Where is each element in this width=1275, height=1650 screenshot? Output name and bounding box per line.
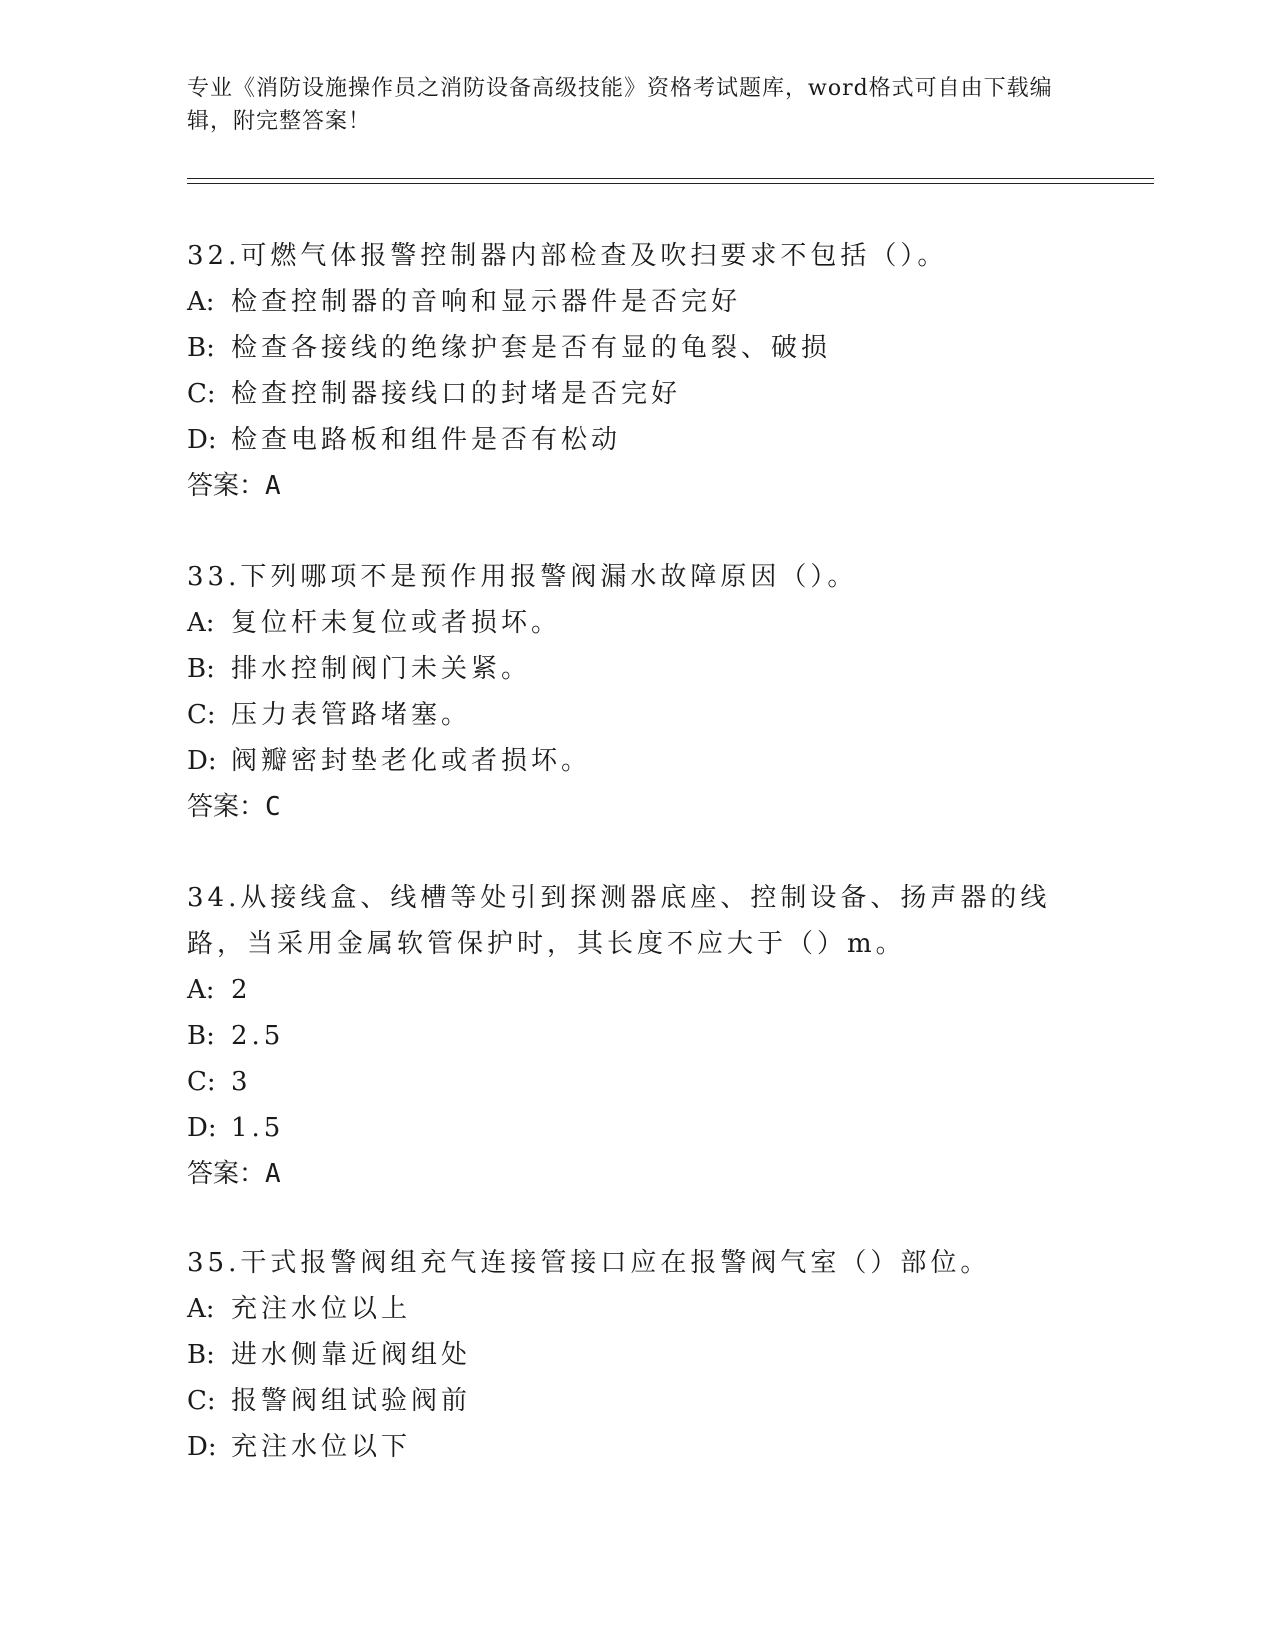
option-key: C:	[187, 1067, 216, 1097]
option-b	[187, 1332, 1087, 1378]
option-d	[187, 1105, 1087, 1151]
option-a	[187, 600, 1087, 646]
answer-label: 答案：	[187, 1159, 266, 1189]
option-a	[187, 279, 1087, 325]
answer-value: A	[265, 1159, 281, 1189]
question-35	[187, 1240, 1087, 1470]
option-key: A:	[187, 287, 215, 317]
question-32	[187, 233, 1087, 509]
answer-label: 答案：	[187, 471, 266, 501]
option-text: 2	[231, 975, 252, 1005]
option-key: C:	[187, 1386, 216, 1416]
option-key: D:	[187, 1432, 217, 1462]
option-d	[187, 417, 1087, 463]
option-text: 2.5	[231, 1021, 285, 1051]
option-key: C:	[187, 379, 216, 409]
answer-value: A	[265, 471, 281, 501]
question-stem: 32.可燃气体报警控制器内部检查及吹扫要求不包括（）。	[187, 241, 948, 271]
option-c	[187, 371, 1087, 417]
option-text: 充注水位以上	[231, 1294, 412, 1324]
option-text: 检查各接线的绝缘护套是否有显的龟裂、破损	[231, 333, 832, 363]
answer-value: C	[265, 792, 281, 822]
header-divider-bottom	[187, 183, 1154, 184]
option-key: B:	[187, 654, 215, 684]
option-key: D:	[187, 425, 217, 455]
option-key: C:	[187, 700, 216, 730]
option-a	[187, 1286, 1087, 1332]
option-c	[187, 1378, 1087, 1424]
option-text: 排水控制阀门未关紧。	[231, 654, 532, 684]
answer-line	[187, 1151, 1087, 1197]
question-stem: 34.从接线盒、线槽等处引到探测器底座、控制设备、扬声器的线路，当采用金属软管保护时，其长度不应大于（）m。	[187, 883, 1051, 959]
option-b	[187, 646, 1087, 692]
answer-label: 答案：	[187, 792, 266, 822]
option-d	[187, 1424, 1087, 1470]
option-text: 检查控制器的音响和显示器件是否完好	[231, 287, 742, 317]
question-34	[187, 875, 1087, 1197]
option-key: B:	[187, 1021, 215, 1051]
option-text: 充注水位以下	[231, 1432, 412, 1462]
page-header: 专业《消防设施操作员之消防设备高级技能》资格考试题库，word格式可自由下载编辑，附完整答案！	[187, 76, 1053, 134]
option-d	[187, 738, 1087, 784]
option-text: 3	[231, 1067, 252, 1097]
question-stem: 35.干式报警阀组充气连接管接口应在报警阀气室（）部位。	[187, 1248, 991, 1278]
header-divider-top	[187, 178, 1154, 179]
answer-line	[187, 463, 1087, 509]
option-key: A:	[187, 1294, 215, 1324]
option-a	[187, 967, 1087, 1013]
option-b	[187, 325, 1087, 371]
question-33	[187, 554, 1087, 830]
option-text: 1.5	[231, 1113, 285, 1143]
option-key: B:	[187, 1340, 215, 1370]
option-key: D:	[187, 746, 217, 776]
option-text: 阀瓣密封垫老化或者损坏。	[231, 746, 592, 776]
option-key: A:	[187, 608, 215, 638]
answer-line	[187, 784, 1087, 830]
option-c	[187, 1059, 1087, 1105]
option-text: 报警阀组试验阀前	[231, 1386, 472, 1416]
option-text: 检查电路板和组件是否有松动	[231, 425, 622, 455]
option-text: 检查控制器接线口的封堵是否完好	[231, 379, 682, 409]
option-c	[187, 692, 1087, 738]
option-text: 压力表管路堵塞。	[231, 700, 472, 730]
option-key: A:	[187, 975, 215, 1005]
option-key: B:	[187, 333, 215, 363]
option-b	[187, 1013, 1087, 1059]
option-text: 复位杆未复位或者损坏。	[231, 608, 562, 638]
option-text: 进水侧靠近阀组处	[231, 1340, 472, 1370]
question-stem: 33.下列哪项不是预作用报警阀漏水故障原因（）。	[187, 562, 858, 592]
option-key: D:	[187, 1113, 217, 1143]
